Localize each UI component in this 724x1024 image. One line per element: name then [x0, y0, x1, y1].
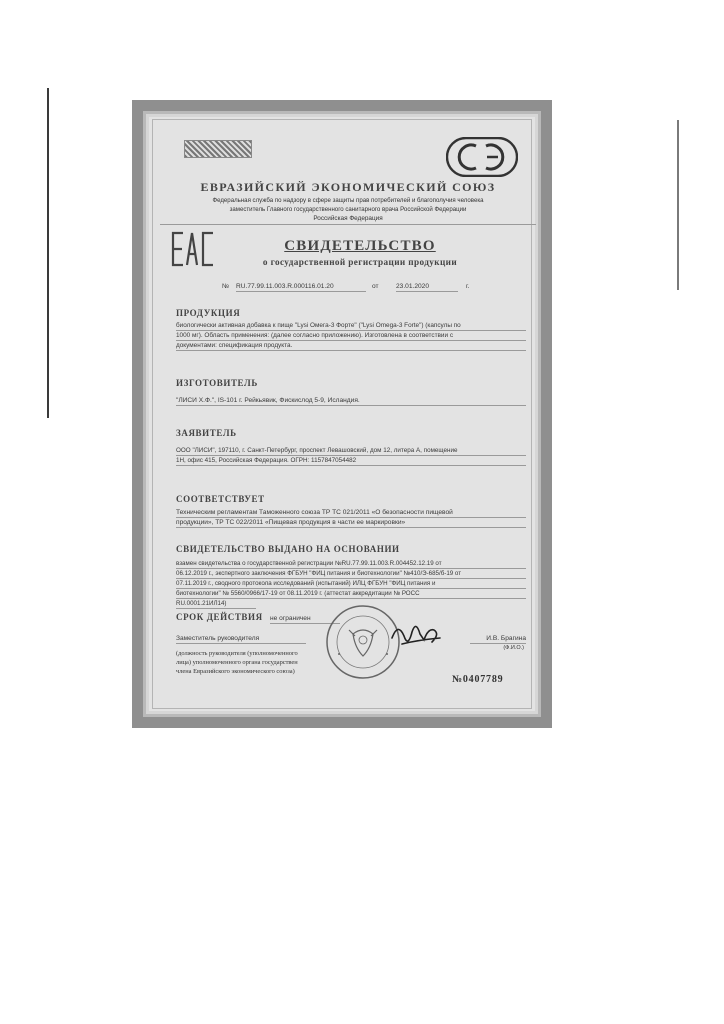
basis-line-1: взамен свидетельства о государственной регистрации №RU.77.99.11.003.R.004452.12.19 от	[176, 559, 526, 569]
date-label: от	[372, 283, 379, 290]
signature-footnote-2: лица) уполномоченного органа государствен	[176, 659, 298, 666]
ornament-pattern	[184, 140, 252, 158]
basis-line-2: 06.12.2019 г., экспертного заключения ФГБУН "ФИЦ питания и биотехнологии" №410/Э-685/б-19 от	[176, 569, 526, 579]
certificate-subtitle: о государственной регистрации продукции	[262, 257, 458, 267]
product-line-2: 1000 мг). Область применения: (далее согласно приложению). Изготовлена в соответствии с	[176, 331, 526, 341]
signature-footnote-3: члена Евразийского экономического союза)	[176, 668, 295, 675]
product-line-3: документами: спецификация продукта.	[176, 341, 526, 351]
signatory-name: И.В. Брагина	[470, 634, 526, 644]
eac-logo	[170, 230, 216, 268]
signatory-role: Заместитель руководителя	[176, 634, 306, 644]
year-suffix: г.	[466, 283, 470, 290]
basis-line-3: 07.11.2019 г., сводного протокола исследований (испытаний) ИЛЦ ФГБУН "ФИЦ питания и	[176, 579, 526, 589]
basis-heading: СВИДЕТЕЛЬСТВО ВЫДАНО НА ОСНОВАНИИ	[176, 544, 400, 554]
signatory-name-hint: (Ф.И.О.)	[503, 645, 524, 651]
certificate-title: СВИДЕТЕЛЬСТВО	[284, 238, 436, 254]
manufacturer-line-1: "ЛИСИ Х.Ф.", IS-101 г. Рейкьявик, Фискислод 5-9, Исландия.	[176, 396, 526, 406]
conformity-line-1: Техническим регламентам Таможенного союза ТР ТС 021/2011 «О безопасности пищевой	[176, 508, 526, 518]
validity-value: не ограничен	[270, 614, 340, 624]
scan-edge-line-right	[677, 120, 679, 290]
agency-line-3: Российская Федерация	[160, 215, 536, 225]
product-heading: ПРОДУКЦИЯ	[176, 308, 241, 318]
agency-line-2: заместитель Главного государственного санитарного врача Российской Федерации	[229, 206, 467, 213]
signature-scribble	[388, 618, 444, 652]
ce-logo	[446, 137, 518, 177]
agency-line-1: Федеральная служба по надзору в сфере защиты прав потребителей и благополучия человека	[212, 197, 484, 204]
conformity-heading: СООТВЕТСТВУЕТ	[176, 494, 265, 504]
product-line-1: биологически активная добавка к пище "Lysi Омега-3 Форте" ("Lysi Omega-3 Forte") (капсулы по	[176, 321, 526, 331]
number-label: №	[222, 283, 230, 290]
basis-line-5: RU.0001.21ИЛ14)	[176, 599, 256, 609]
union-title: ЕВРАЗИЙСКИЙ ЭКОНОМИЧЕСКИЙ СОЮЗ	[200, 180, 496, 194]
applicant-line-1: ООО "ЛИСИ", 197110, г. Санкт-Петербург, проспект Левашовский, дом 12, литера А, помещение	[176, 446, 526, 456]
blank-number: №0407789	[452, 674, 504, 685]
applicant-heading: ЗАЯВИТЕЛЬ	[176, 428, 237, 438]
registration-number: RU.77.99.11.003.R.000116.01.20	[236, 282, 366, 292]
conformity-line-2: продукции», ТР ТС 022/2011 «Пищевая продукция в части ее маркировки»	[176, 518, 526, 528]
registration-date: 23.01.2020	[396, 282, 458, 292]
manufacturer-heading: ИЗГОТОВИТЕЛЬ	[176, 378, 258, 388]
signature-footnote-1: (должность руководителя (уполномоченного	[176, 650, 298, 657]
validity-heading: СРОК ДЕЙСТВИЯ	[176, 612, 263, 622]
scan-edge-line-left	[47, 88, 49, 418]
basis-line-4: биотехнологии" № 5560/0966/17-19 от 08.11.2019 г. (аттестат аккредитации № РОСС	[176, 589, 526, 599]
applicant-line-2: 1Н, офис 415, Российская Федерация. ОГРН: 1157847054482	[176, 456, 526, 466]
